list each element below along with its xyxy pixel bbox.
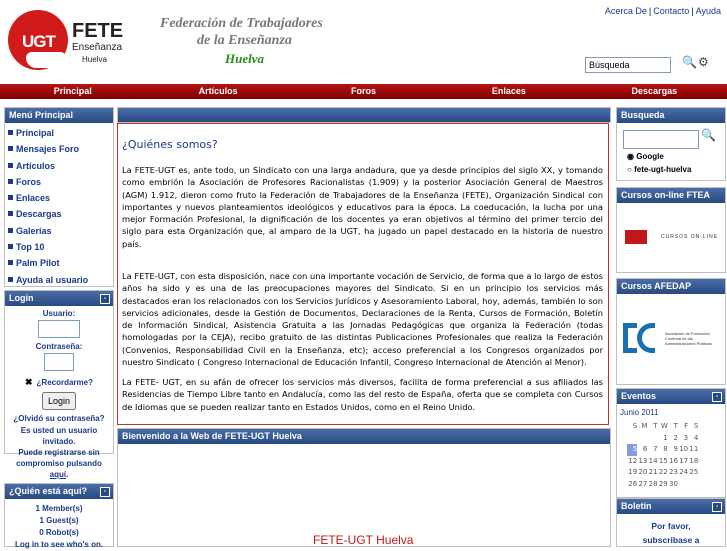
ftea-courses-box xyxy=(616,187,726,273)
register-link[interactable]: aquí xyxy=(49,470,67,479)
welcome-box xyxy=(117,428,611,547)
who-online-box xyxy=(4,483,114,547)
minimize-icon[interactable]: - xyxy=(712,392,722,402)
ftea-logo-text[interactable]: CURSOS ON-LINE xyxy=(661,234,719,240)
members-count: 1 Member(s) xyxy=(35,504,83,513)
afedap-logo-icon[interactable] xyxy=(623,323,637,353)
advanced-search-icon[interactable]: ⚙ xyxy=(698,55,709,69)
login-hint: Log in to see who's on. xyxy=(14,540,104,549)
menu-item-articulos[interactable]: Artículos xyxy=(8,158,113,174)
menu-item-top10[interactable]: Top 10 xyxy=(8,239,113,255)
about-us-article xyxy=(117,123,609,425)
nav-descargas[interactable]: Descargas xyxy=(631,86,678,96)
login-title: Login - xyxy=(5,291,113,306)
nav-principal[interactable]: Principal xyxy=(53,86,92,96)
calendar-grid xyxy=(627,421,698,490)
guest-text: Es usted un usuario invitado. xyxy=(20,426,98,446)
bulletin-box xyxy=(616,498,726,547)
radio-selected-icon: ◉ xyxy=(627,152,634,161)
menu-item-principal[interactable]: Principal xyxy=(8,125,113,141)
header-search-input[interactable] xyxy=(585,57,671,73)
remember-label[interactable]: ¿Recordarme? xyxy=(36,378,93,387)
forgot-password-link[interactable]: ¿Olvidó su contraseña? xyxy=(13,414,105,423)
password-input[interactable] xyxy=(44,353,74,371)
radio-unselected-icon: ○ xyxy=(627,165,632,174)
logo-ensenanza-text: Enseñanza xyxy=(72,42,123,53)
afedap-logo-text[interactable]: Asociación de Formación Continua de las Administraciones Públicas xyxy=(665,331,712,346)
top-links: Acerca De | Contacto | Ayuda xyxy=(604,6,721,16)
logo-hands-icon xyxy=(26,52,66,68)
calendar-weekday-row: S M T W T F S xyxy=(632,422,699,430)
calendar-month[interactable]: Junio 2011 xyxy=(620,408,659,417)
afedap-logo-c-icon xyxy=(637,323,655,353)
center-top-bar xyxy=(117,107,611,123)
login-button[interactable]: Login xyxy=(42,392,76,410)
article-heading: ¿Quiénes somos? xyxy=(122,138,218,151)
register-text: Puede registrarse sin compromiso pulsando aquí. xyxy=(16,448,102,479)
remember-checkbox[interactable]: ✖ xyxy=(24,377,33,387)
calendar-week: 26 27 28 29 30 xyxy=(628,479,678,488)
events-box xyxy=(616,388,726,498)
nav-enlaces[interactable]: Enlaces xyxy=(491,86,526,96)
search-icon[interactable]: 🔍 xyxy=(682,55,697,69)
bullet-icon xyxy=(8,228,13,233)
contact-link[interactable]: Contacto xyxy=(653,6,690,16)
calendar-week: 19 20 21 22 23 24 25 xyxy=(628,468,699,476)
page-header xyxy=(0,0,727,84)
bullet-icon xyxy=(8,130,13,135)
search-title: Busqueda xyxy=(617,108,725,123)
bullet-icon xyxy=(8,146,13,151)
nav-articulos[interactable]: Artículos xyxy=(198,86,238,96)
afedap-title: Cursos AFEDAP xyxy=(617,279,725,294)
help-link[interactable]: Ayuda xyxy=(695,6,721,16)
main-menu-box xyxy=(4,107,114,287)
org-title-line1: Federación de Trabajadores xyxy=(160,16,323,31)
menu-item-descargas[interactable]: Descargas xyxy=(8,206,113,222)
calendar-week: 5 6 7 8 9 10 11 xyxy=(627,444,698,456)
menu-item-enlaces[interactable]: Enlaces xyxy=(8,190,113,206)
menu-item-palm-pilot[interactable]: Palm Pilot xyxy=(8,255,113,271)
article-paragraph-2: La FETE-UGT, con esta disposición, nace con una importante vocación de Servicio, de forma que a lo largo de estos años ha sido y es una de las preocupaciones mayores del Sindicato. Si en un principio los servicios más destacados eran los relacionados con los Servicios Jurídicos y Asesoramiento Laboral, hoy, además, también lo son servicios adicionales, desde la Gestión de Documentos, Declaraciones de la Renta, Cursos de Formación, Boletín de Información Sindical, Asistencia Gratuita a las Jornadas Pedagógicas que organiza la Federación (todas homologadas por la CEJA), recibo gratuito de las distintas Publicaciones Profesionales que realiza la Federación (Convenios, Responsabilidad Civil en la Enseñanza, etc); acceso preferencial a los Congresos organizados por nuestro Sindicato ( Congreso Internacional de Educación Infantil, Congreso Internacional de Atención al Menor). xyxy=(122,271,603,368)
robots-count: 0 Robot(s) xyxy=(39,528,79,537)
menu-item-galerias[interactable]: Galerías xyxy=(8,223,113,239)
org-region: Huelva xyxy=(225,51,264,66)
logo-huelva-text: Huelva xyxy=(82,55,107,64)
bulletin-title: Boletín - xyxy=(617,499,725,514)
login-box xyxy=(4,290,114,479)
minimize-icon[interactable]: - xyxy=(712,502,722,512)
bullet-icon xyxy=(8,211,13,216)
who-online-title: ¿Quién está aquí? - xyxy=(5,484,113,499)
bulletin-text-2: subscribase a xyxy=(642,535,700,545)
bullet-icon xyxy=(8,277,13,282)
afedap-courses-box xyxy=(616,278,726,385)
menu-item-mensajes-foro[interactable]: Mensajes Foro xyxy=(8,141,113,157)
minimize-icon[interactable]: - xyxy=(100,487,110,497)
main-menu-title: Menú Principal xyxy=(5,108,113,123)
search-option-google[interactable]: ◉ Google xyxy=(627,152,664,161)
ftea-title: Cursos on-line FTEA xyxy=(617,188,725,203)
logo-fete-text: FETE xyxy=(72,20,124,42)
ugt-logo[interactable] xyxy=(8,10,68,70)
guests-count: 1 Guest(s) xyxy=(39,516,79,525)
calendar-week: 1 2 3 4 xyxy=(663,433,699,442)
minimize-icon[interactable]: - xyxy=(100,294,110,304)
calendar-week: 12 13 14 15 16 17 18 xyxy=(628,456,699,465)
password-label: Contraseña: xyxy=(35,342,83,351)
bullet-icon xyxy=(8,179,13,184)
bulletin-text-1: Por favor, xyxy=(651,521,691,531)
ftea-logo-icon[interactable] xyxy=(625,230,647,244)
search-icon[interactable]: 🔍 xyxy=(701,128,716,142)
about-link[interactable]: Acerca De xyxy=(604,6,647,16)
article-paragraph-3: La FETE- UGT, en su afán de ofrecer los servicios más diversos, facilita de forma preferencial a sus afiliados las Residencias de Tiempo Libre tanto en Andalucía, como las del resto de España, oferta que se completa con Cursos de Idiomas que se pueden realizar tanto en Estados Unidos, como en el Reino Unido. xyxy=(122,377,603,412)
remember-row xyxy=(5,377,113,388)
search-option-site[interactable]: ○ fete-ugt-huelva xyxy=(627,165,692,174)
nav-foros[interactable]: Foros xyxy=(351,86,377,96)
org-title-line2: de la Enseñanza xyxy=(197,33,292,48)
welcome-subtitle: FETE-UGT Huelva xyxy=(313,533,414,547)
username-input[interactable] xyxy=(38,320,80,338)
menu-item-foros[interactable]: Foros xyxy=(8,174,113,190)
right-search-input[interactable] xyxy=(623,130,699,149)
right-search-box xyxy=(616,107,726,181)
logo-ugt-text: UGT xyxy=(22,32,55,51)
bullet-icon xyxy=(8,195,13,200)
main-navbar xyxy=(0,84,727,99)
bullet-icon xyxy=(8,244,13,249)
username-label: Usuario: xyxy=(42,309,76,318)
bullet-icon xyxy=(8,163,13,168)
welcome-title: Bienvenido a la Web de FETE-UGT Huelva xyxy=(118,429,610,444)
menu-item-ayuda[interactable]: Ayuda al usuario xyxy=(8,272,113,288)
article-paragraph-1: La FETE-UGT es, ante todo, un Sindicato con una larga andadura, que ya desde principios del siglo XX, y tomando como embrión la Asociación de Profesores Racionalistas (1.909) y la posterior Asociación General de Maestros (AGM) 1.912, dieron como fruto la Federación de Trabajadores de la Enseñanza (FETE), Organización Sindical con importantes y nuevos planteamientos ideológicos y educativos para la época. La coeducación, la lucha por una mejor Formación Profesional, la dignificación de los docentes ya eran objetivos al término del primer tercio del siglo para esta Organización que, al amparo de la UGT, ha jugado un papel destacado en la historia de nuestro país. xyxy=(122,165,603,249)
bullet-icon xyxy=(8,260,13,265)
events-title: Eventos - xyxy=(617,389,725,404)
